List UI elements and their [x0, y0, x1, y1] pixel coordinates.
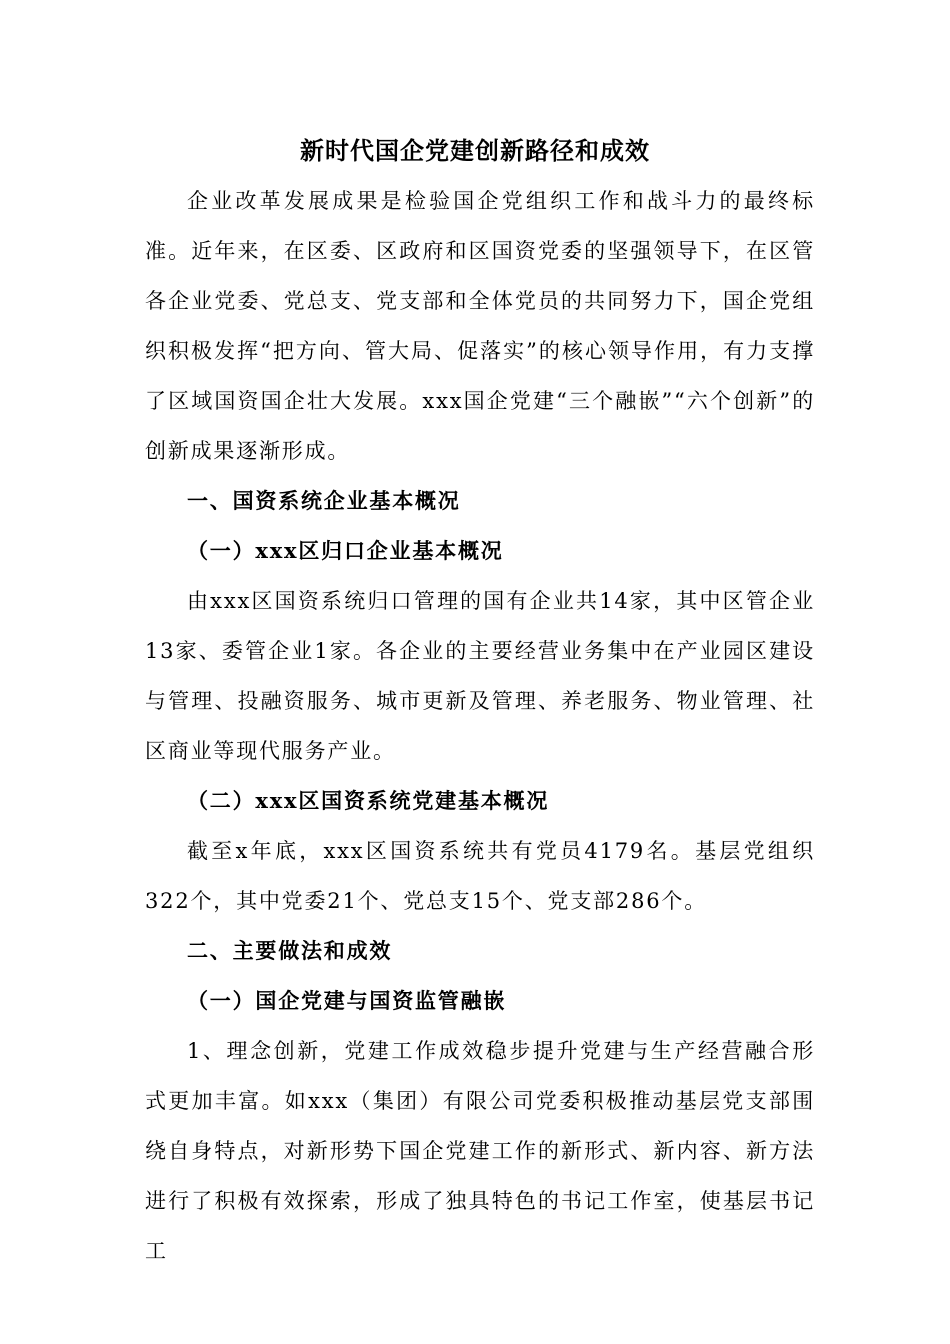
body-paragraph: 截至x年底，xxx区国资系统共有党员4179名。基层党组织322个，其中党委21个、党总支15个、党支部286个。 [145, 839, 815, 913]
section-heading: （一）国企党建与国资监管融嵌 [187, 988, 507, 1013]
section-heading: （一）xxx区归口企业基本概况 [187, 538, 504, 563]
body-paragraph: 1、理念创新，党建工作成效稳步提升党建与生产经营融合形式更加丰富。如xxx（集团）有限公司党委积极推动基层党支部围绕自身特点，对新形势下国企党建工作的新形式、新内容、新方法进行了积极有效探索，形成了独具特色的书记工作室，使基层书记工 [145, 1039, 815, 1263]
body-paragraph: 由xxx区国资系统归口管理的国有企业共14家，其中区管企业13家、委管企业1家。各企业的主要经营业务集中在产业园区建设与管理、投融资服务、城市更新及管理、养老服务、物业管理、社区商业等现代服务产业。 [145, 589, 815, 763]
document-body [145, 176, 815, 1276]
body-paragraph: 企业改革发展成果是检验国企党组织工作和战斗力的最终标准。近年来，在区委、区政府和区国资党委的坚强领导下，在区管各企业党委、党总支、党支部和全体党员的共同努力下，国企党组织积极发挥“把方向、管大局、促落实”的核心领导作用，有力支撑了区域国资国企壮大发展。xxx国企党建“三个融嵌”“六个创新”的创新成果逐渐形成。 [145, 189, 815, 463]
section-heading: （二）xxx区国资系统党建基本概况 [187, 788, 550, 813]
document-title: 新时代国企党建创新路径和成效 [300, 136, 650, 165]
section-heading: 二、主要做法和成效 [187, 938, 393, 963]
section-heading: 一、国资系统企业基本概况 [187, 488, 461, 513]
